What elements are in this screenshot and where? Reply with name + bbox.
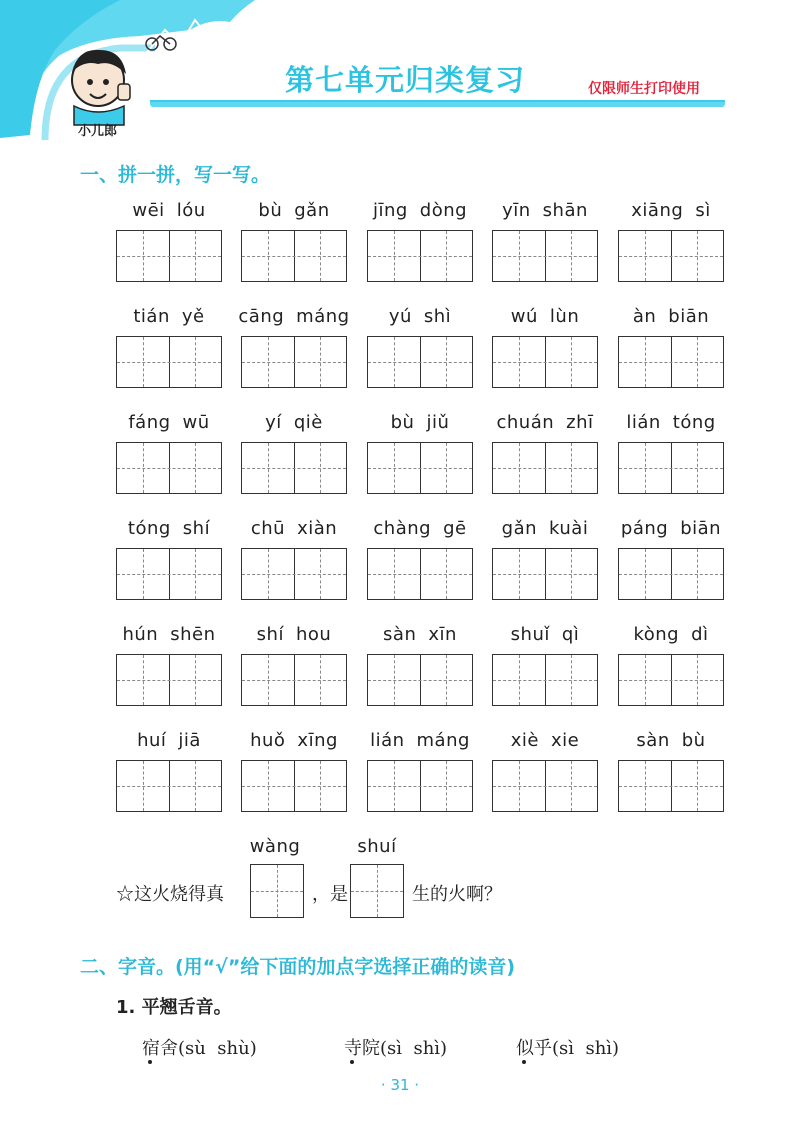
subquestion-1: 1. 平翘舌音。 (116, 997, 232, 1018)
pinyin-syllable: chuán (496, 412, 555, 433)
writing-box[interactable] (618, 654, 724, 706)
pinyin-syllable: cāng (238, 306, 285, 327)
pinyin-label (229, 306, 359, 327)
page-number: · 31 · (380, 1076, 420, 1094)
pinyin-label (355, 518, 485, 539)
writing-box[interactable] (618, 336, 724, 388)
pinyin-label (606, 306, 736, 327)
pinyin-label (355, 200, 485, 221)
pinyin-syllable: qiè (293, 412, 323, 433)
writing-box[interactable] (241, 230, 347, 282)
pinyin-syllable: lián (370, 730, 405, 751)
pinyin-syllable: yīn (502, 200, 531, 221)
writing-box[interactable] (367, 336, 473, 388)
pinyin-label (355, 730, 485, 751)
pinyin-label (606, 518, 736, 539)
writing-box[interactable] (116, 442, 222, 494)
pinyin-syllable: lián (626, 412, 661, 433)
writing-box[interactable] (367, 442, 473, 494)
option-3: 似乎(sì shì) (516, 1038, 620, 1059)
pinyin-syllable: lóu (176, 200, 206, 221)
pinyin-label (355, 412, 485, 433)
writing-box[interactable] (116, 654, 222, 706)
emphasis-dot-3 (522, 1060, 526, 1064)
writing-box[interactable] (241, 654, 347, 706)
writing-box[interactable] (116, 336, 222, 388)
page-title: 第七单元归类复习 (284, 63, 525, 97)
pinyin-label (104, 624, 234, 645)
writing-box[interactable] (116, 548, 222, 600)
pinyin-syllable: qì (561, 624, 580, 645)
writing-box[interactable] (618, 548, 724, 600)
sentence-part-3: 生的火啊？ (412, 884, 502, 905)
pinyin-syllable: shì (423, 306, 452, 327)
writing-box[interactable] (492, 442, 598, 494)
writing-box[interactable] (241, 548, 347, 600)
sentence-pinyin-2: shuí (357, 836, 397, 857)
pinyin-syllable: xiàn (297, 518, 338, 539)
pinyin-label (606, 200, 736, 221)
pinyin-syllable: sàn (636, 730, 670, 751)
sentence-part-1: ☆这火烧得真 (116, 884, 224, 905)
emphasis-dot-1 (148, 1060, 152, 1064)
pinyin-label (104, 518, 234, 539)
pinyin-syllable: dì (691, 624, 709, 645)
pinyin-syllable: chàng (373, 518, 432, 539)
pinyin-syllable: bù (681, 730, 706, 751)
pinyin-syllable: shān (542, 200, 588, 221)
sentence-part-2: ，是 (312, 884, 348, 905)
pinyin-syllable: wú (510, 306, 538, 327)
pinyin-label (480, 412, 610, 433)
writing-box[interactable] (241, 442, 347, 494)
writing-box[interactable] (492, 654, 598, 706)
pinyin-label (480, 730, 610, 751)
pinyin-label (355, 306, 485, 327)
pinyin-syllable: jiā (178, 730, 201, 751)
pinyin-syllable: yě (181, 306, 205, 327)
pinyin-syllable: fáng (128, 412, 171, 433)
pinyin-syllable: dòng (419, 200, 468, 221)
option-1: 宿舍(sù shù) (142, 1038, 257, 1059)
writing-box[interactable] (492, 230, 598, 282)
pinyin-syllable: zhī (566, 412, 594, 433)
pinyin-syllable: biān (680, 518, 722, 539)
pinyin-syllable: sàn (383, 624, 417, 645)
pinyin-label (104, 200, 234, 221)
pinyin-syllable: wēi (132, 200, 165, 221)
pinyin-syllable: tóng (127, 518, 171, 539)
pinyin-label (104, 412, 234, 433)
pinyin-syllable: jīng (372, 200, 408, 221)
writing-box[interactable] (367, 230, 473, 282)
pinyin-syllable: bù (390, 412, 415, 433)
pinyin-label (480, 518, 610, 539)
pinyin-label (480, 306, 610, 327)
pinyin-label (104, 306, 234, 327)
writing-box[interactable] (492, 760, 598, 812)
writing-box[interactable] (241, 336, 347, 388)
pinyin-syllable: xīng (297, 730, 338, 751)
pinyin-syllable: huǒ (250, 730, 286, 751)
pinyin-syllable: yí (265, 412, 282, 433)
pinyin-label (229, 412, 359, 433)
pinyin-syllable: àn (632, 306, 657, 327)
pinyin-syllable: tóng (672, 412, 716, 433)
pinyin-syllable: kòng (633, 624, 680, 645)
writing-box[interactable] (367, 760, 473, 812)
emphasis-dot-2 (350, 1060, 354, 1064)
pinyin-syllable: xīn (428, 624, 457, 645)
pinyin-syllable: shēn (170, 624, 216, 645)
writing-box[interactable] (116, 760, 222, 812)
pinyin-syllable: bù (258, 200, 283, 221)
pinyin-syllable: máng (296, 306, 350, 327)
pinyin-syllable: tián (133, 306, 170, 327)
pinyin-label (229, 518, 359, 539)
writing-box[interactable] (367, 548, 473, 600)
pinyin-syllable: shí (256, 624, 284, 645)
option-2: 寺院(sì shì) (344, 1038, 448, 1059)
pinyin-label (480, 624, 610, 645)
writing-box[interactable] (618, 230, 724, 282)
writing-box[interactable] (618, 442, 724, 494)
writing-box[interactable] (618, 760, 724, 812)
pinyin-syllable: xiāng (631, 200, 684, 221)
pinyin-syllable: kuài (549, 518, 589, 539)
pinyin-syllable: biān (668, 306, 710, 327)
pinyin-label (480, 200, 610, 221)
pinyin-syllable: xiè (510, 730, 539, 751)
pinyin-label (229, 730, 359, 751)
pinyin-label (229, 624, 359, 645)
pinyin-syllable: sì (695, 200, 711, 221)
answer-box-1[interactable] (250, 864, 304, 918)
pinyin-syllable: yú (388, 306, 412, 327)
pinyin-label (355, 624, 485, 645)
print-notice: 仅限师生打印使用 (588, 81, 700, 97)
sentence-pinyin-1: wàng (249, 836, 301, 857)
mascot-label: 小儿郎 (78, 124, 118, 139)
pinyin-syllable: shí (182, 518, 211, 539)
pinyin-label (229, 200, 359, 221)
pinyin-syllable: hún (122, 624, 159, 645)
writing-box[interactable] (492, 548, 598, 600)
pinyin-label (606, 730, 736, 751)
section2-heading: 二、字音。(用“√”给下面的加点字选择正确的读音) (80, 956, 516, 978)
pinyin-syllable: gē (443, 518, 467, 539)
writing-box[interactable] (492, 336, 598, 388)
writing-box[interactable] (241, 760, 347, 812)
writing-box[interactable] (116, 230, 222, 282)
pinyin-syllable: páng (620, 518, 669, 539)
pinyin-syllable: huí (137, 730, 167, 751)
pinyin-syllable: máng (416, 730, 470, 751)
writing-box[interactable] (367, 654, 473, 706)
section1-heading: 一、拼一拼，写一写。 (80, 164, 271, 186)
pinyin-syllable: xie (551, 730, 580, 751)
pinyin-syllable: lùn (549, 306, 580, 327)
pinyin-label (606, 624, 736, 645)
answer-box-2[interactable] (350, 864, 404, 918)
pinyin-syllable: wū (182, 412, 210, 433)
pinyin-label (606, 412, 736, 433)
pinyin-syllable: chū (250, 518, 286, 539)
pinyin-syllable: hou (295, 624, 332, 645)
pinyin-syllable: gǎn (294, 200, 330, 221)
pinyin-syllable: jiǔ (426, 412, 450, 433)
pinyin-label (104, 730, 234, 751)
pinyin-syllable: shuǐ (510, 624, 550, 645)
pinyin-syllable: gǎn (501, 518, 538, 539)
